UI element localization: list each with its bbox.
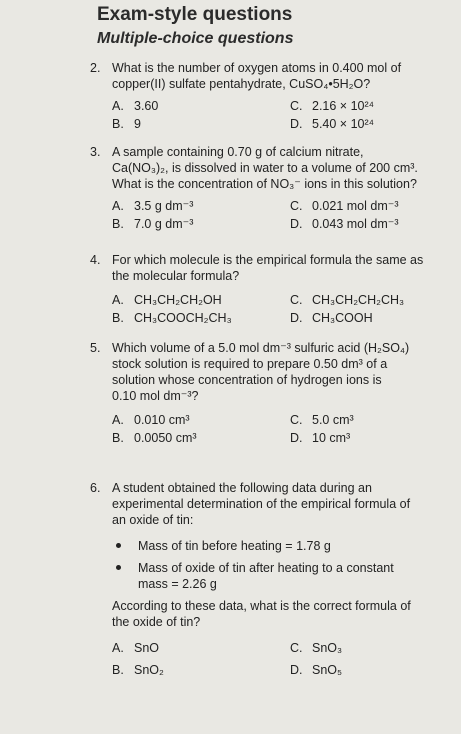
option-b: B. 9 [112,117,141,131]
option-c: C. SnO₃ [290,641,343,655]
option-c: C. CH₃CH₂CH₂CH₃ [290,293,405,307]
option-b: B. 7.0 g dm⁻³ [112,217,194,231]
option-a: A. 3.5 g dm⁻³ [112,199,194,213]
question-number: 6. [90,481,101,495]
option-c: C. 5.0 cm³ [290,413,354,427]
options-row [112,198,455,216]
option-b: B. SnO₂ [112,663,164,677]
question-6 [90,480,455,680]
option-a: A. CH₃CH₂CH₂OH [112,293,222,307]
data-list [112,538,455,592]
option-d: D. 5.40 × 10²⁴ [290,117,375,131]
bullet-icon [116,565,121,570]
options-row [112,430,455,448]
options-row [112,116,455,134]
question-text: A student obtained the following data during an experimental determination of the empirical formula of an oxide of tin: [112,481,411,527]
options-row [112,292,455,310]
bullet-icon [116,543,121,548]
question-number: 3. [90,145,101,159]
question-followup: According to these data, what is the correct formula of the oxide of tin? [112,599,411,629]
list-item: Mass of oxide of tin after heating to a constant mass = 2.26 g [112,560,455,592]
options-row [112,662,455,680]
option-d: D. 0.043 mol dm⁻³ [290,217,399,231]
options-row [112,640,455,658]
option-a: A. 3.60 [112,99,159,113]
option-d: D. 10 cm³ [290,431,351,445]
option-c: C. 0.021 mol dm⁻³ [290,199,399,213]
question-text: What is the number of oxygen atoms in 0.400 mol of copper(II) sulfate pentahydrate, CuSO₄•5H₂O? [112,61,402,91]
option-d: D. SnO₅ [290,663,343,677]
question-text: For which molecule is the empirical formula the same as the molecular formula? [112,253,424,283]
options-row [112,216,455,234]
question-number: 4. [90,253,101,267]
question-text: A sample containing 0.70 g of calcium nitrate, Ca(NO₃)₂, is dissolved in water to a volume of 200 cm³. What is the concentration of NO₃⁻ ions in this solution? [112,145,418,191]
question-2 [90,60,455,134]
options-row [112,98,455,116]
section-subtitle: Multiple-choice questions [97,30,294,47]
option-c: C. 2.16 × 10²⁴ [290,99,375,113]
options-row [112,310,455,328]
options-row [112,412,455,430]
option-b: B. 0.0050 cm³ [112,431,197,445]
question-3 [90,144,455,234]
question-number: 5. [90,341,101,355]
option-d: D. CH₃COOH [290,311,373,325]
question-5 [90,340,455,448]
question-number: 2. [90,61,101,75]
option-b: B. CH₃COOCH₂CH₃ [112,311,232,325]
question-text: Which volume of a 5.0 mol dm⁻³ sulfuric acid (H₂SO₄) stock solution is required to prepare 0.50 dm³ of a solution whose concentration of hydrogen ions is 0.10 mol dm⁻³? [112,341,410,403]
list-item: Mass of tin before heating = 1.78 g [112,538,455,554]
question-4 [90,252,455,328]
section-title: Exam-style questions [97,4,293,25]
option-a: A. SnO [112,641,160,655]
option-a: A. 0.010 cm³ [112,413,190,427]
